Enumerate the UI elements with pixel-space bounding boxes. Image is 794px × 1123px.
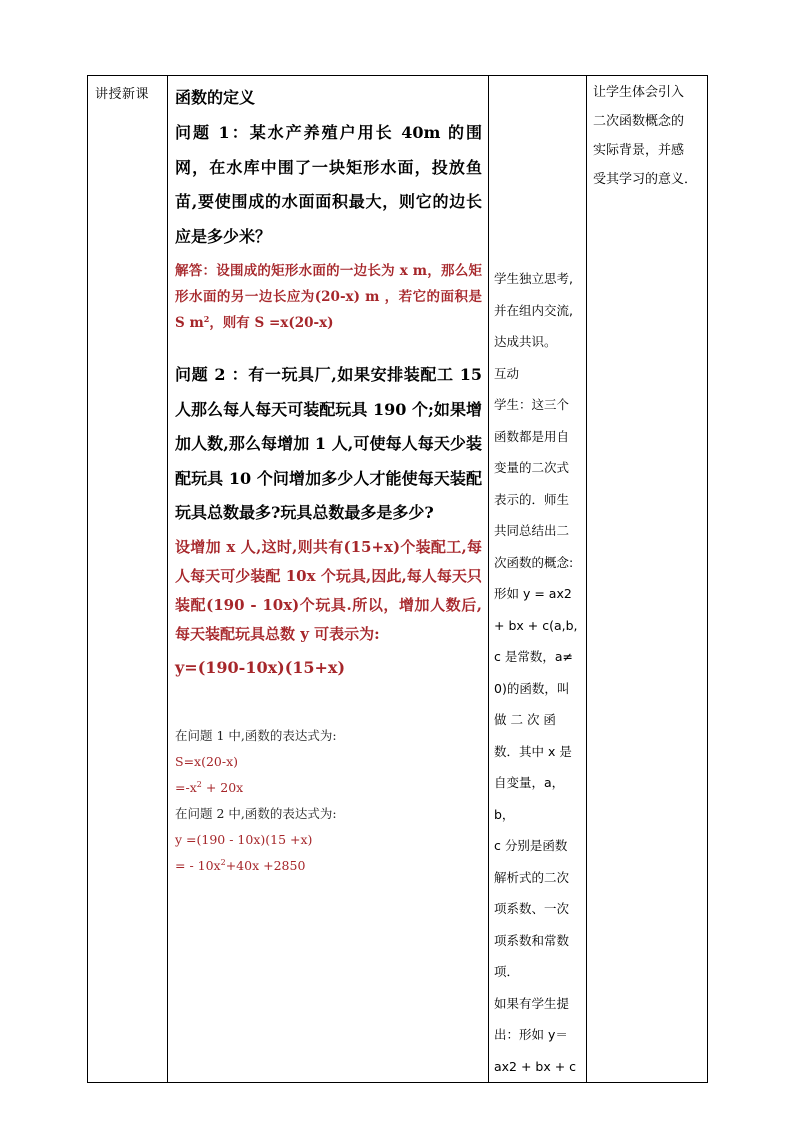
problem-2: 问题 2 ：有一玩具厂,如果安排装配工 15 人那么每人每天可装配玩具 190 个;如果增加人数,那么每增加 1 人,可使每人每天少装配玩具 10 个问增加多少人才能使每天装配玩具总数最多?玩具总数最多是多少? [175, 365, 482, 522]
activity-line: 学生独立思考, [494, 271, 573, 286]
expr1-label: 在问题 1 中,函数的表达式为: [175, 727, 337, 743]
intent-line: 实际背景，并感 [593, 143, 685, 158]
intent-cell [587, 76, 708, 1083]
expr2-line2: = - $10x^2+40x +2850$ [175, 857, 306, 873]
activity-line: 变量的二次式 [494, 460, 570, 475]
activity-line: 学生：这三个 [494, 397, 570, 412]
activity-line: c 分别是函数 [494, 838, 568, 853]
activity-line: + bx + c(a,b, [494, 617, 578, 633]
activity-line: ax2 + bx + c [494, 1058, 577, 1074]
activity-line: 项系数、一次 [494, 901, 570, 916]
expr1-line1: S=x(20-x) [175, 753, 239, 769]
activity-line: 并在组内交流, [494, 302, 573, 318]
activity-line: 项． [494, 964, 520, 979]
activity-line: 0)的函数，叫 [494, 680, 570, 696]
activity-line: 函数都是用自 [494, 428, 570, 444]
problem-1: 问题 1：某水产养殖户用长 40m 的围网，在水库中围了一块矩形水面，投放鱼苗,要使围成的水面面积最大，则它的边长应是多少米？ [175, 123, 482, 246]
activity-line: 做 二 次 函 [494, 712, 556, 727]
activity-line: 出：形如 y＝ [494, 1027, 568, 1042]
activity-line: 互动 [494, 365, 520, 381]
activity-line: c 是常数，a≠ [494, 649, 573, 664]
activity-line: 表示的．师生 [494, 491, 570, 507]
activity-line: 达成共识。 [494, 334, 557, 349]
intent-line: 受其学习的意义． [593, 172, 698, 187]
content-cell [168, 76, 489, 1083]
activity-line: 次函数的概念: [494, 554, 574, 570]
activity-line: 共同总结出二 [494, 523, 570, 538]
activity-line: 项系数和常数 [494, 932, 570, 948]
definition-heading: 函数的定义 [175, 88, 256, 107]
lesson-table [87, 75, 708, 1083]
expr2-label: 在问题 2 中,函数的表达式为: [175, 805, 337, 821]
expr2-line1: y =(190 - 10x)(15 +x) [175, 831, 313, 847]
intent-line: 二次函数概念的 [593, 114, 685, 129]
activity-cell [489, 76, 587, 1083]
answer-2: 设增加 x 人,这时,则共有(15+x)个装配工,每人每天可少装配 10x 个玩具,因此,每人每天只装配(190 - 10x)个玩具.所以，增加人数后,每天装配玩具总数 y 可表示为: [175, 537, 482, 643]
activity-line: 解析式的二次 [494, 869, 570, 885]
activity-line: 形如 y = ax2 [494, 586, 572, 601]
activity-line: 数．其中 x 是 [494, 743, 572, 759]
activity-line: 如果有学生提 [494, 995, 570, 1011]
expr1-line2: $=-x^2 + 20x$ [175, 779, 244, 795]
section-cell [88, 76, 168, 1083]
activity-line: 自变量，a，b， [494, 775, 565, 822]
intent-line: 让学生体会引入 [593, 85, 685, 100]
section-label: 讲授新课 [95, 87, 150, 102]
formula-2: y=(190-10x)(15+x) [175, 657, 346, 677]
answer-1: 解答：设围成的矩形水面的一边长为 x m，那么矩形水面的另一边长应为(20-x) m ，若它的面积是 S $m^2$，则有 S =x(20-x) [175, 263, 482, 331]
